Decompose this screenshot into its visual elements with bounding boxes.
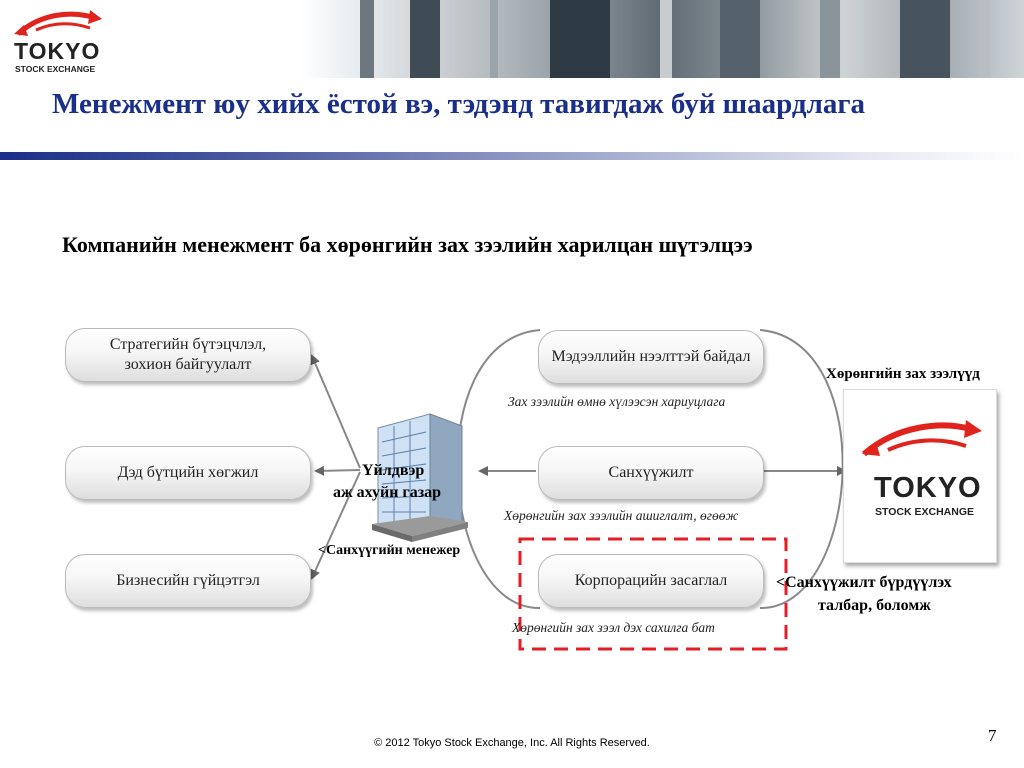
connector-to-infrastructure [316, 470, 360, 471]
disclosure-note: Зах зээлийн өмнө хүлээсэн хариуцлага [508, 394, 726, 409]
disclosure-box [538, 330, 764, 384]
tse-logo-subword: STOCK EXCHANGE [15, 64, 96, 74]
market-heading: Хөрөнгийн зах зээлүүд [826, 366, 980, 382]
governance-note: Хөрөнгийн зах зээл дэх сахилга бат [512, 620, 715, 635]
company-label-line2: аж ахуйн газар [333, 484, 442, 501]
market-logo-word: TOKYO [874, 472, 982, 504]
strategy-box-line1: Стратегийн бүтэцчлэл, [109, 336, 267, 353]
market-note-line2: талбар, боломж [818, 597, 931, 614]
financial-manager-note: <Санхүүгийн менежер [318, 543, 461, 558]
connector-loop [457, 330, 540, 608]
diagram-subtitle: Компанийн менежмент ба хөрөнгийн зах зээлийн харилцан шүтэлцээ [62, 232, 753, 257]
page-title: Менежмент юу хийх ёстой вэ, тэдэнд тавигдаж буй шаардлага [52, 88, 866, 120]
financing-box [538, 446, 764, 500]
market-logo-card [843, 389, 997, 563]
company-label-line1: Үйлдвэр [362, 462, 425, 479]
business-box-label: Бизнесийн гүйцэтгэл [116, 572, 260, 589]
financing-note: Хөрөнгийн зах зээлийн ашиглалт, өгөөж [504, 508, 739, 523]
market-logo-subword: STOCK EXCHANGE [875, 506, 974, 518]
governance-box [538, 554, 764, 608]
connector-to-strategy [312, 356, 360, 468]
tse-logo-word: TOKYO [14, 38, 101, 64]
financing-box-label: Санхүүжилт [608, 464, 694, 481]
copyright-footer: © 2012 Tokyo Stock Exchange, Inc. All Rights Reserved. [374, 737, 650, 749]
infrastructure-box [65, 446, 311, 500]
market-note-line1: <Санхүүжилт бүрдүүлэх [776, 574, 952, 591]
strategy-box [65, 328, 311, 382]
page-number: 7 [988, 726, 997, 745]
business-box [65, 554, 311, 608]
market-logo-arrow-icon [856, 412, 986, 462]
governance-box-label: Корпорацийн засаглал [574, 572, 728, 589]
disclosure-box-label: Мэдээллийн нээлттэй байдал [551, 348, 751, 365]
infrastructure-box-label: Дэд бүтцийн хөгжил [117, 464, 259, 481]
strategy-box-line2: зохион байгуулалт [124, 356, 252, 373]
